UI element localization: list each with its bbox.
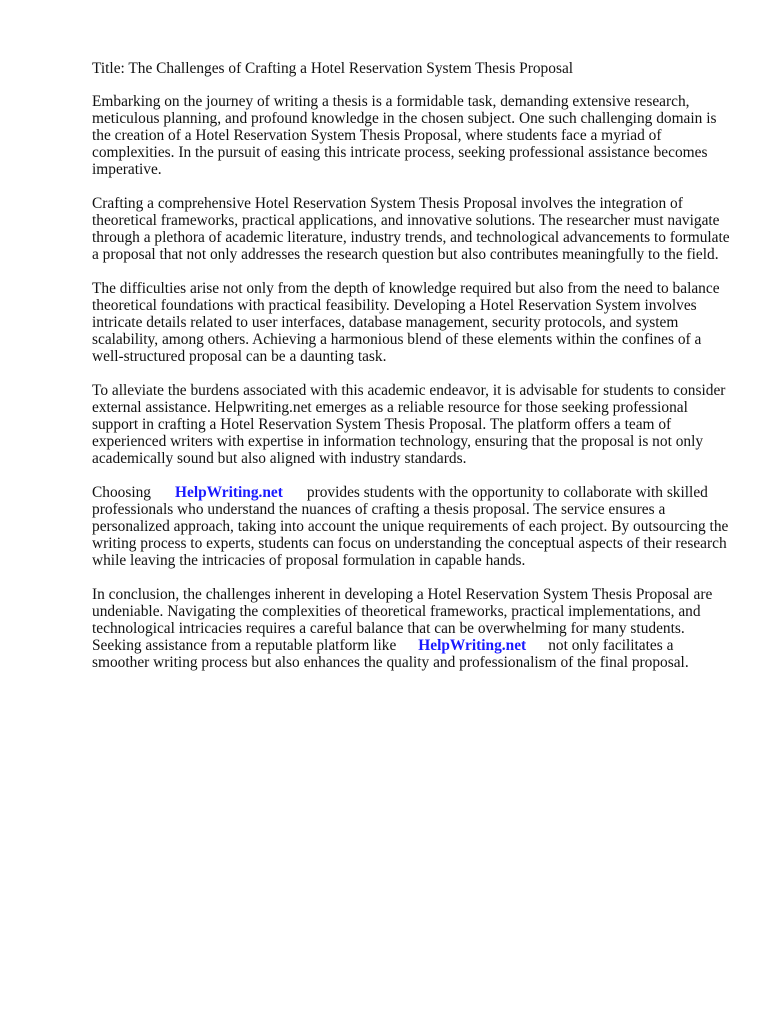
paragraph-conclusion (92, 586, 732, 671)
paragraph-choosing (92, 484, 732, 569)
helpwriting-link-conclusion[interactable]: HelpWriting.net (418, 637, 527, 654)
paragraph-intro: Embarking on the journey of writing a thesis is a formidable task, demanding extensive research, meticulous planning, and profound knowledge in the chosen subject. One such challenging domain is the creation of a Hotel Reservation System Thesis Proposal, where students face a myriad of complexities. In the pursuit of easing this intricate process, seeking professional assistance becomes imperative. (92, 93, 717, 178)
helpwriting-link[interactable]: HelpWriting.net (175, 484, 283, 501)
conclusion-text-after: not only facilitates a smoother writing process but also enhances the quality and professionalism of the final proposal. (92, 637, 689, 671)
paragraph-difficulties: The difficulties arise not only from the depth of knowledge required but also from the need to balance theoretical foundations with practical feasibility. Developing a Hotel Reservation System involves intricate details related to user interfaces, database management, security protocols, and system scalability, among others. Achieving a harmonious blend of these elements within the confines of a well-structured proposal can be a daunting task. (92, 280, 720, 365)
conclusion-text-before: In conclusion, the challenges inherent in developing a Hotel Reservation System Thesis Proposal are undeniable. Navigating the complexities of theoretical frameworks, practical implementations, and technological intricacies requires a careful balance that can be overwhelming for many students. Seeking assistance from a reputable platform like (92, 586, 713, 654)
document-body (92, 60, 732, 688)
choosing-text-after: provides students with the opportunity to collaborate with skilled professionals who understand the nuances of crafting a thesis proposal. The service ensures a personalized approach, taking into account the unique requirements of each project. By outsourcing the writing process to experts, students can focus on understanding the conceptual aspects of their research while leaving the intricacies of proposal formulation in capable hands. (92, 484, 729, 569)
paragraph-assistance: To alleviate the burdens associated with this academic endeavor, it is advisable for students to consider external assistance. Helpwriting.net emerges as a reliable resource for those seeking professional support in crafting a Hotel Reservation System Thesis Proposal. The platform offers a team of experienced writers with expertise in information technology, ensuring that the proposal is not only academically sound but also aligned with industry standards. (92, 382, 726, 467)
choosing-text-before: Choosing (92, 484, 152, 501)
paragraph-crafting: Crafting a comprehensive Hotel Reservation System Thesis Proposal involves the integration of theoretical frameworks, practical applications, and innovative solutions. The researcher must navigate through a plethora of academic literature, industry trends, and technological advancements to formulate a proposal that not only addresses the research question but also contributes meaningfully to the field. (92, 195, 730, 263)
document-title: Title: The Challenges of Crafting a Hotel Reservation System Thesis Proposal (92, 60, 574, 77)
